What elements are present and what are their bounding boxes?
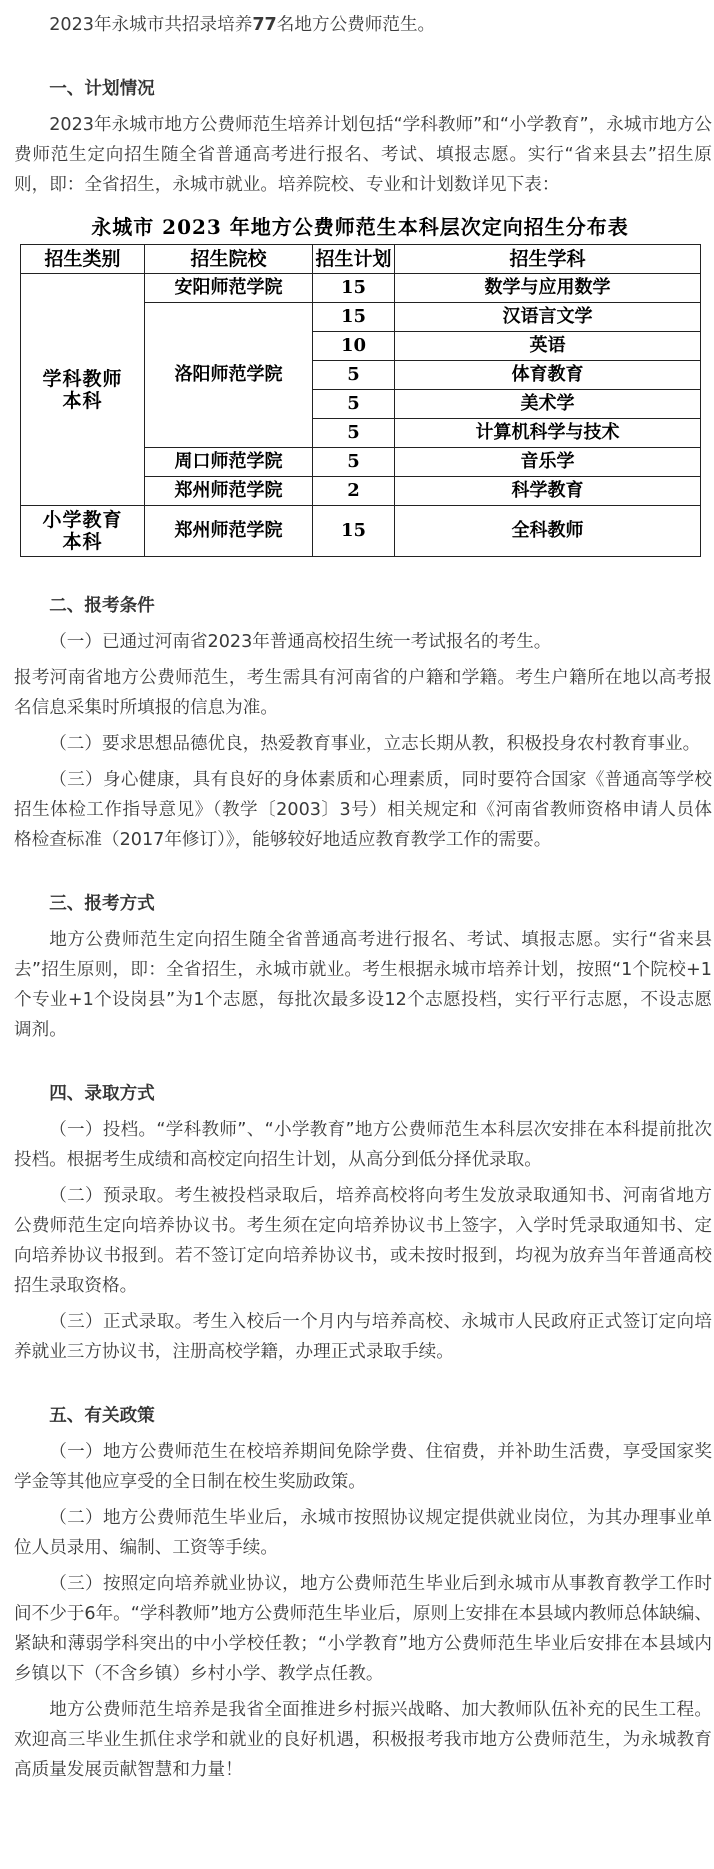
admission-paragraph-3: （三）正式录取。考生入校后一个月内与培养高校、永城市人民政府正式签订定向培养就业三方协议书，注册高校学籍，办理正式录取手续。	[14, 1312, 712, 1362]
header-school: 招生院校	[145, 245, 313, 274]
intro-paragraph	[14, 0, 712, 40]
table-header-row	[21, 245, 701, 274]
quota-table	[20, 244, 701, 557]
section-heading-policies: 五、有关政策	[49, 1406, 155, 1426]
policies-paragraph-2: （二）地方公费师范生毕业后，永城市按照协议规定提供就业岗位，为其办理事业单位人员录用、编制、工资等手续。	[14, 1508, 712, 1558]
category-cell-subject-teacher	[21, 274, 145, 506]
section-heading-plan: 一、计划情况	[49, 79, 155, 99]
admission-paragraph-2: （二）预录取。考生被投档录取后，培养高校将向考生发放录取通知书、河南省地方公费师范生定向培养协议书。考生须在定向培养协议书上签字，入学时凭录取通知书、定向培养协议书报到。若不签订定向培养协议书，或未按时报到，均视为放弃当年普通高校招生录取资格。	[14, 1186, 712, 1296]
policies-paragraph-4: 地方公费师范生培养是我省全面推进乡村振兴战略、加大教师队伍补充的民生工程。欢迎高三毕业生抓住求学和就业的良好机遇，积极报考我市地方公费师范生，为永城教育高质量发展贡献智慧和力量！	[14, 1700, 712, 1780]
category-line: 学科教师	[42, 367, 123, 390]
subject-cell: 全科教师	[395, 506, 701, 557]
quota-cell: 5	[313, 390, 395, 419]
subject-cell: 计算机科学与技术	[395, 419, 701, 448]
application-paragraph: 地方公费师范生定向招生随全省普通高考进行报名、考试、填报志愿。实行“省来县去”招生原则，即：全省招生，永城市就业。考生根据永城市培养计划，按照“1个院校+1个专业+1个设岗县”为1个志愿，每批次最多设12个志愿投档，实行平行志愿，不设志愿调剂。	[14, 930, 712, 1040]
header-subject: 招生学科	[395, 245, 701, 274]
subject-cell: 科学教育	[395, 477, 701, 506]
header-category: 招生类别	[21, 245, 145, 274]
quota-cell: 15	[313, 303, 395, 332]
school-cell: 安阳师范学院	[145, 274, 313, 303]
admission-paragraph-1: （一）投档。“学科教师”、“小学教育”地方公费师范生本科层次安排在本科提前批次投档。根据考生成绩和高校定向招生计划，从高分到低分择优录取。	[14, 1120, 712, 1170]
intro-number: 77	[252, 15, 277, 35]
section-heading-conditions: 二、报考条件	[49, 596, 155, 616]
category-line: 本科	[62, 531, 103, 553]
header-quota: 招生计划	[313, 245, 395, 274]
quota-cell: 5	[313, 448, 395, 477]
subject-cell: 英语	[395, 332, 701, 361]
table-row	[21, 274, 701, 303]
school-cell: 周口师范学院	[145, 448, 313, 477]
category-line: 本科	[62, 389, 103, 412]
category-line: 小学教育	[42, 509, 123, 531]
subject-cell: 体育教育	[395, 361, 701, 390]
section-heading-application: 三、报考方式	[49, 894, 155, 914]
subject-cell: 数学与应用数学	[395, 274, 701, 303]
quota-cell: 10	[313, 332, 395, 361]
intro-suffix: 名地方公费师范生。	[276, 15, 436, 35]
table-title: 永城市 2023 年地方公费师范生本科层次定向招生分布表	[91, 215, 629, 239]
quota-cell: 15	[313, 274, 395, 303]
quota-cell: 5	[313, 361, 395, 390]
section-heading-admission: 四、录取方式	[49, 1084, 155, 1104]
subject-cell: 美术学	[395, 390, 701, 419]
quota-cell: 2	[313, 477, 395, 506]
conditions-paragraph-4: （三）身心健康，具有良好的身体素质和心理素质，同时要符合国家《普通高等学校招生体检工作指导意见》（教学〔2003〕3号）相关规定和《河南省教师资格申请人员体格检查标准（2017年修订）》，能够较好地适应教育教学工作的需要。	[14, 770, 712, 850]
policies-paragraph-3: （三）按照定向培养就业协议，地方公费师范生毕业后到永城市从事教育教学工作时间不少于6年。“学科教师”地方公费师范生毕业后，原则上安排在本县域内教师总体缺编、紧缺和薄弱学科突出的中小学校任教；“小学教育”地方公费师范生毕业后安排在本县域内乡镇以下（不含乡镇）乡村小学、教学点任教。	[14, 1574, 712, 1684]
plan-paragraph: 2023年永城市地方公费师范生培养计划包括“学科教师”和“小学教育”，永城市地方公费师范生定向招生随全省普通高考进行报名、考试、填报志愿。实行“省来县去”招生原则，即：全省招生，永城市就业。培养院校、专业和计划数详见下表：	[14, 115, 712, 195]
conditions-paragraph-1: （一）已通过河南省2023年普通高校招生统一考试报名的考生。	[49, 632, 552, 652]
category-cell-primary	[21, 506, 145, 557]
conditions-paragraph-2: 报考河南省地方公费师范生，考生需具有河南省的户籍和学籍。考生户籍所在地以高考报名信息采集时所填报的信息为准。	[14, 668, 712, 718]
policies-paragraph-1: （一）地方公费师范生在校培养期间免除学费、住宿费，并补助生活费，享受国家奖学金等其他应享受的全日制在校生奖励政策。	[14, 1442, 712, 1492]
quota-cell: 15	[313, 506, 395, 557]
intro-prefix: 2023年永城市共招录培养	[49, 15, 253, 35]
subject-cell: 汉语言文学	[395, 303, 701, 332]
school-cell: 郑州师范学院	[145, 477, 313, 506]
subject-cell: 音乐学	[395, 448, 701, 477]
conditions-paragraph-3: （二）要求思想品德优良，热爱教育事业，立志长期从教，积极投身农村教育事业。	[49, 734, 701, 754]
quota-cell: 5	[313, 419, 395, 448]
quota-table-block	[20, 212, 700, 557]
school-cell: 洛阳师范学院	[145, 303, 313, 448]
table-row	[21, 506, 701, 557]
school-cell: 郑州师范学院	[145, 506, 313, 557]
